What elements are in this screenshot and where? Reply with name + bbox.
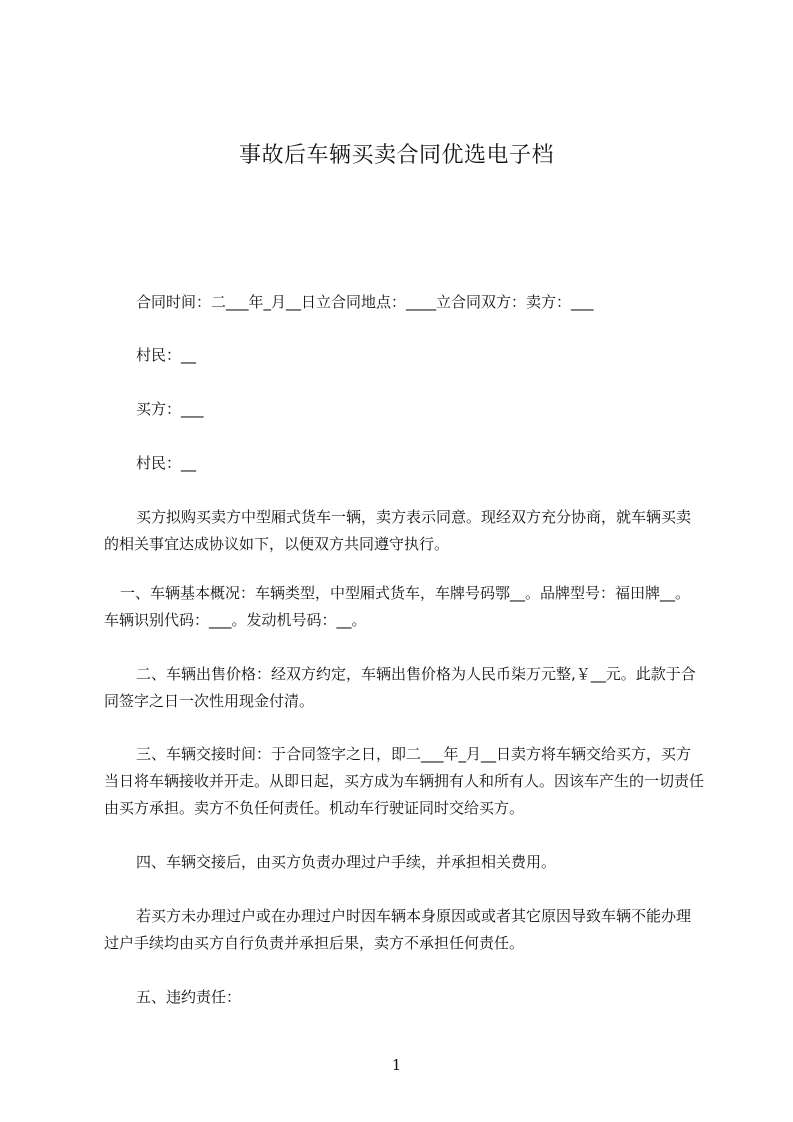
intro-paragraph: 买方拟购买卖方中型厢式货车一辆，卖方表示同意。现经双方充分协商，就车辆买卖的相关事宜达成协议如下，以便双方共同遵守执行。 (104, 508, 692, 553)
clause-3-handover-time: 三、车辆交接时间：于合同签字之日，即二___年_月__日卖方将车辆交给买方，买方当日将车辆接收并开走。从即日起，买方成为车辆拥有人和所有人。因该车产生的一切责任由买方承担。卖方不负任何责任。机动车行驶证同时交给买方。 (104, 745, 705, 817)
clause-4-transfer: 四、车辆交接后，由买方负责办理过户手续，并承担相关费用。 (136, 853, 557, 871)
document-title: 事故后车辆买卖合同优选电子档 (238, 143, 554, 168)
transfer-failure-paragraph: 若买方未办理过户或在办理过户时因车辆本身原因或或者其它原因导致车辆不能办理过户手续均由买方自行负责并承担后果，卖方不承担任何责任。 (104, 907, 692, 952)
clause-1-vehicle-overview: 一、车辆基本概况：车辆类型，中型厢式货车，车牌号码鄂__。品牌型号：福田牌__。车辆识别代码：___。发动机号码：__。 (104, 584, 691, 629)
buyer-village-line: 村民：__ (136, 454, 197, 472)
page-number: 1 (391, 1056, 402, 1074)
clause-2-sale-price: 二、车辆出售价格：经双方约定，车辆出售价格为人民币柒万元整,￥__元。此款于合同签字之日一次性用现金付清。 (104, 665, 696, 710)
clause-5-breach-liability: 五、违约责任： (136, 988, 242, 1006)
contract-header-line: 合同时间：二___年_月__日立合同地点：____立合同双方：卖方：___ (136, 293, 594, 311)
seller-village-line: 村民：__ (136, 346, 197, 364)
buyer-line: 买方：___ (136, 400, 204, 418)
